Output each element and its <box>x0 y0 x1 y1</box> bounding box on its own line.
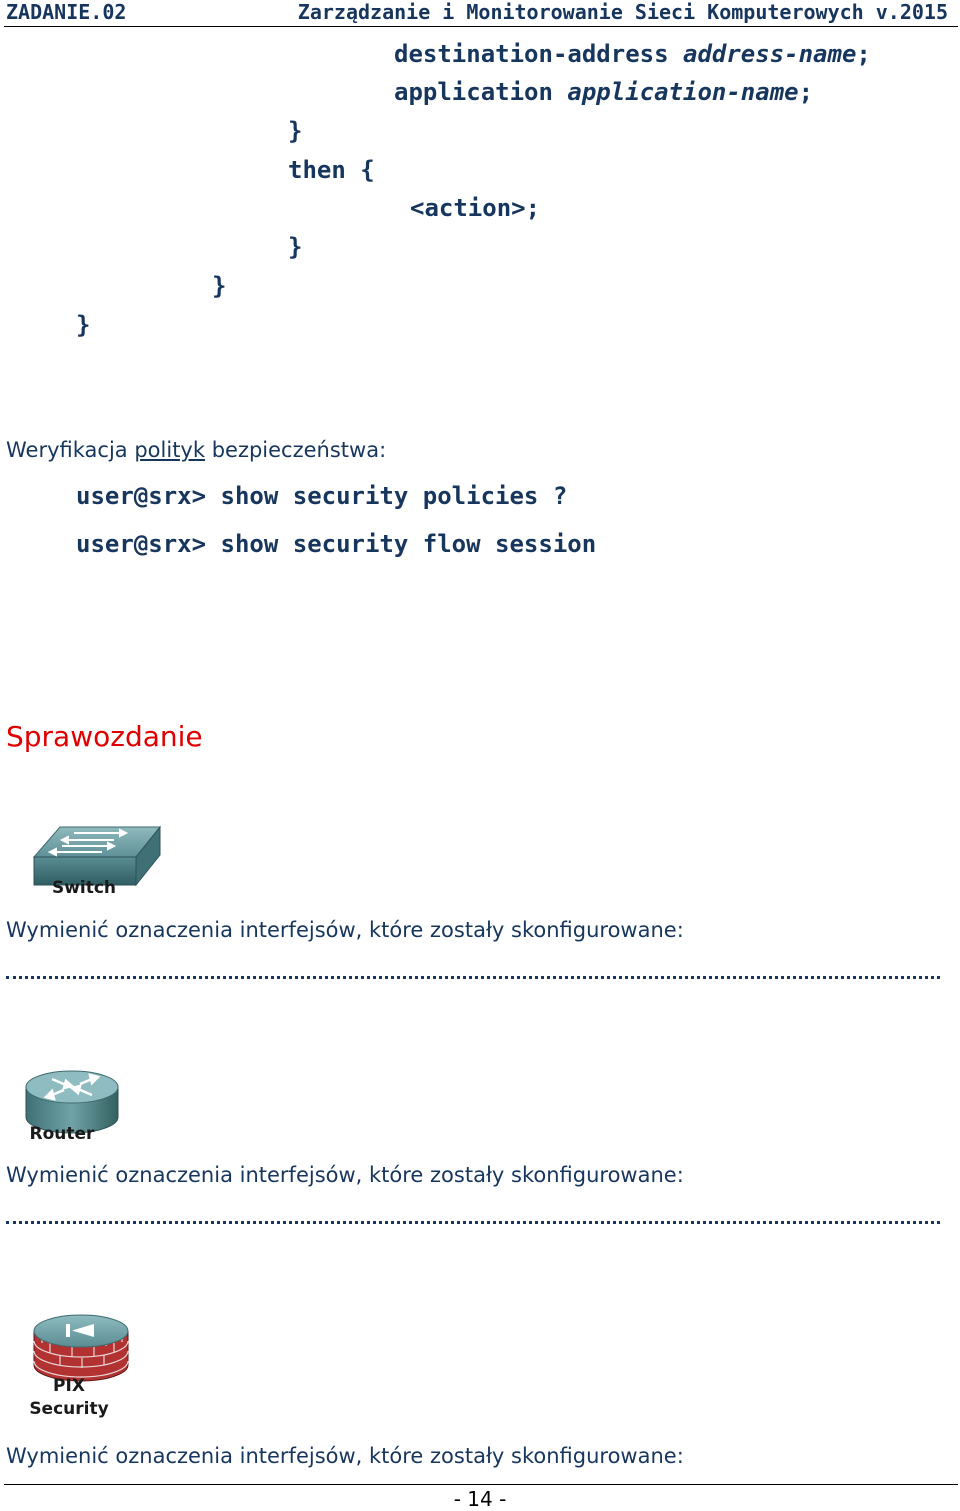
code-action: <action>; <box>410 194 541 222</box>
code-line-application: application application-name; <box>394 78 814 106</box>
code-line-destination: destination-address address-name; <box>394 40 871 68</box>
code-then: then { <box>288 156 375 184</box>
question-switch: Wymienić oznaczenia interfejsów, które zostały skonfigurowane: <box>6 918 684 942</box>
policies-link[interactable]: polityk <box>134 438 206 462</box>
verification-label: Weryfikacja polityk bezpieczeństwa: <box>6 438 387 462</box>
answer-line-router[interactable] <box>6 1221 940 1224</box>
pix-label-line2: Security <box>29 1399 109 1419</box>
router-icon <box>12 1046 112 1118</box>
router-label: Router <box>29 1124 95 1144</box>
question-pix: Wymienić oznaczenia interfejsów, które zostały skonfigurowane: <box>6 1444 684 1468</box>
header-left: ZADANIE.02 <box>6 0 127 24</box>
pix-firewall-icon <box>20 1290 122 1366</box>
code-close-brace: } <box>288 117 303 145</box>
page-number: - 14 - <box>453 1487 507 1511</box>
header-rule <box>4 26 958 27</box>
switch-label: Switch <box>51 878 117 898</box>
command-show-policies: user@srx> show security policies ? <box>76 482 568 510</box>
pix-label-line1: PIX <box>53 1376 85 1396</box>
report-heading: Sprawozdanie <box>6 720 203 753</box>
command-show-flow-session: user@srx> show security flow session <box>76 530 597 558</box>
code-close-brace: } <box>288 233 303 261</box>
header-right: Zarządzanie i Monitorowanie Sieci Komputerowych v.2015 <box>297 0 948 24</box>
code-close-brace: } <box>76 311 91 339</box>
answer-line-switch[interactable] <box>6 976 940 979</box>
switch-icon <box>18 804 154 872</box>
code-close-brace: } <box>212 272 227 300</box>
question-router: Wymienić oznaczenia interfejsów, które zostały skonfigurowane: <box>6 1163 684 1187</box>
footer-rule <box>4 1484 958 1485</box>
